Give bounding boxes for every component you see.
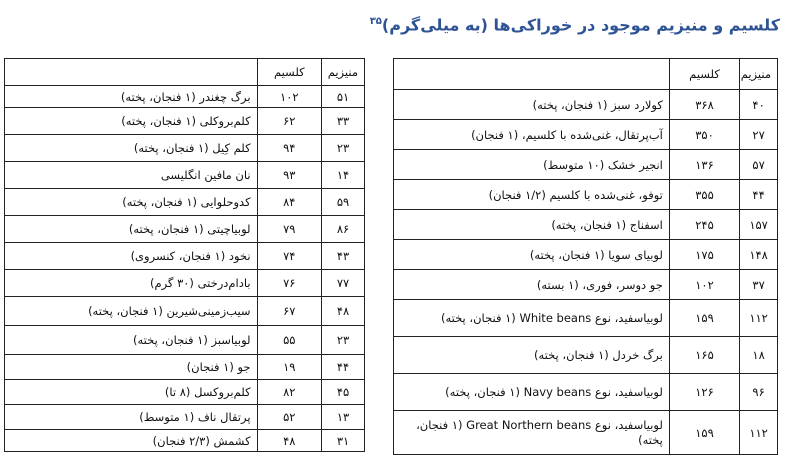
food-cell: لوبیای سویا (۱ فنجان، پخته)	[394, 240, 670, 270]
title-footnote: ۳۵	[369, 16, 382, 27]
magnesium-cell: ۴۰	[740, 90, 778, 120]
food-cell: نخود (۱ فنجان، کنسروی)	[5, 243, 258, 270]
magnesium-cell: ۱۱۲	[740, 300, 778, 337]
table-row	[5, 189, 365, 216]
table-row	[5, 243, 365, 270]
magnesium-cell: ۲۷	[740, 120, 778, 150]
food-cell: انجیر خشک (۱۰ متوسط)	[394, 150, 670, 180]
table-row	[5, 135, 365, 162]
calcium-cell: ۶۲	[257, 108, 321, 135]
table-row	[394, 374, 778, 411]
table-row	[5, 380, 365, 405]
magnesium-cell: ۵۹	[322, 189, 365, 216]
food-cell: لوبیاسبز (۱ فنجان، پخته)	[5, 326, 258, 355]
table-row	[394, 300, 778, 337]
magnesium-cell: ۱۱۲	[740, 411, 778, 455]
food-cell: لوبیاچیتی (۱ فنجان، پخته)	[5, 216, 258, 243]
food-cell: لوبیاسفید، نوع Great Northern beans (۱ فنجان، پخته)	[394, 411, 670, 455]
calcium-cell: ۸۲	[257, 380, 321, 405]
calcium-cell: ۹۳	[257, 162, 321, 189]
calcium-cell: ۶۷	[257, 297, 321, 326]
calcium-cell: ۲۴۵	[669, 210, 739, 240]
table-row	[5, 326, 365, 355]
table-row	[394, 240, 778, 270]
table-header-row	[5, 59, 365, 86]
header-magnesium: منیزیم	[740, 59, 778, 90]
food-cell: بادام‌درختی (۳۰ گرم)	[5, 270, 258, 297]
calcium-cell: ۱۰۲	[669, 270, 739, 300]
calcium-cell: ۱۳۶	[669, 150, 739, 180]
magnesium-cell: ۳۳	[322, 108, 365, 135]
header-food	[394, 59, 670, 90]
table-row	[394, 120, 778, 150]
food-cell: اسفناج (۱ فنجان، پخته)	[394, 210, 670, 240]
calcium-cell: ۵۲	[257, 405, 321, 430]
table-row	[5, 270, 365, 297]
food-cell: کلم‌بروکلی (۱ فنجان، پخته)	[5, 108, 258, 135]
magnesium-cell: ۵۱	[322, 86, 365, 108]
magnesium-cell: ۳۱	[322, 430, 365, 452]
calcium-cell: ۱۵۹	[669, 411, 739, 455]
calcium-cell: ۳۵۵	[669, 180, 739, 210]
magnesium-cell: ۴۴	[740, 180, 778, 210]
calcium-cell: ۸۴	[257, 189, 321, 216]
magnesium-cell: ۹۶	[740, 374, 778, 411]
magnesium-cell: ۷۷	[322, 270, 365, 297]
magnesium-cell: ۲۳	[322, 135, 365, 162]
table-row	[5, 430, 365, 452]
calcium-cell: ۷۹	[257, 216, 321, 243]
food-cell: کشمش (۲/۳ فنجان)	[5, 430, 258, 452]
table-row	[5, 108, 365, 135]
magnesium-cell: ۴۸	[322, 297, 365, 326]
table-row	[394, 150, 778, 180]
calcium-cell: ۴۸	[257, 430, 321, 452]
title-text: کلسیم و منیزیم موجود در خوراکی‌ها (به میلی‌گرم)	[381, 15, 780, 35]
calcium-cell: ۱۵۹	[669, 300, 739, 337]
food-cell: توفو، غنی‌شده با کلسیم (۱/۲ فنجان)	[394, 180, 670, 210]
header-food	[5, 59, 258, 86]
calcium-cell: ۱۰۲	[257, 86, 321, 108]
calcium-cell: ۷۴	[257, 243, 321, 270]
food-cell: پرتقال ناف (۱ متوسط)	[5, 405, 258, 430]
food-cell: آب‌پرتقال، غنی‌شده با کلسیم، (۱ فنجان)	[394, 120, 670, 150]
magnesium-cell: ۵۷	[740, 150, 778, 180]
table-row	[394, 180, 778, 210]
food-cell: جو دوسر، فوری، (۱ بسته)	[394, 270, 670, 300]
food-cell: لوبیاسفید، نوع Navy beans (۱ فنجان، پخته)	[394, 374, 670, 411]
food-cell: لوبیاسفید، نوع White beans (۱ فنجان، پخته)	[394, 300, 670, 337]
header-magnesium: منیزیم	[322, 59, 365, 86]
table-row	[394, 90, 778, 120]
table-row	[394, 270, 778, 300]
magnesium-cell: ۱۵۷	[740, 210, 778, 240]
magnesium-cell: ۲۳	[322, 326, 365, 355]
magnesium-cell: ۱۴۸	[740, 240, 778, 270]
calcium-cell: ۱۹	[257, 355, 321, 380]
food-cell: جو (۱ فنجان)	[5, 355, 258, 380]
table-row	[5, 216, 365, 243]
table-row	[394, 411, 778, 455]
table-row	[5, 405, 365, 430]
food-cell: برگ خردل (۱ فنجان، پخته)	[394, 337, 670, 374]
magnesium-cell: ۱۴	[322, 162, 365, 189]
food-cell: نان مافین انگلیسی	[5, 162, 258, 189]
magnesium-cell: ۴۴	[322, 355, 365, 380]
magnesium-cell: ۱۳	[322, 405, 365, 430]
table-row	[394, 210, 778, 240]
left-table	[4, 58, 365, 452]
food-cell: سیب‌زمینی‌شیرین (۱ فنجان، پخته)	[5, 297, 258, 326]
calcium-cell: ۱۲۶	[669, 374, 739, 411]
magnesium-cell: ۳۷	[740, 270, 778, 300]
magnesium-cell: ۴۵	[322, 380, 365, 405]
magnesium-cell: ۱۸	[740, 337, 778, 374]
calcium-cell: ۱۶۵	[669, 337, 739, 374]
header-calcium: کلسیم	[257, 59, 321, 86]
calcium-cell: ۳۵۰	[669, 120, 739, 150]
table-row	[5, 162, 365, 189]
table-row	[5, 86, 365, 108]
food-cell: کولارد سبز (۱ فنجان، پخته)	[394, 90, 670, 120]
table-header-row	[394, 59, 778, 90]
calcium-cell: ۷۶	[257, 270, 321, 297]
calcium-cell: ۵۵	[257, 326, 321, 355]
table-row	[394, 337, 778, 374]
food-cell: کلم کِیل (۱ فنجان، پخته)	[5, 135, 258, 162]
food-cell: کدوحلوایی (۱ فنجان، پخته)	[5, 189, 258, 216]
right-table	[393, 58, 778, 455]
header-calcium: کلسیم	[669, 59, 739, 90]
calcium-cell: ۱۷۵	[669, 240, 739, 270]
calcium-cell: ۹۴	[257, 135, 321, 162]
table-row	[5, 297, 365, 326]
page-title	[10, 10, 780, 37]
magnesium-cell: ۸۶	[322, 216, 365, 243]
food-cell: برگ چغندر (۱ فنجان، پخته)	[5, 86, 258, 108]
food-cell: کلم‌بروکسل (۸ تا)	[5, 380, 258, 405]
calcium-cell: ۳۶۸	[669, 90, 739, 120]
magnesium-cell: ۴۳	[322, 243, 365, 270]
table-row	[5, 355, 365, 380]
